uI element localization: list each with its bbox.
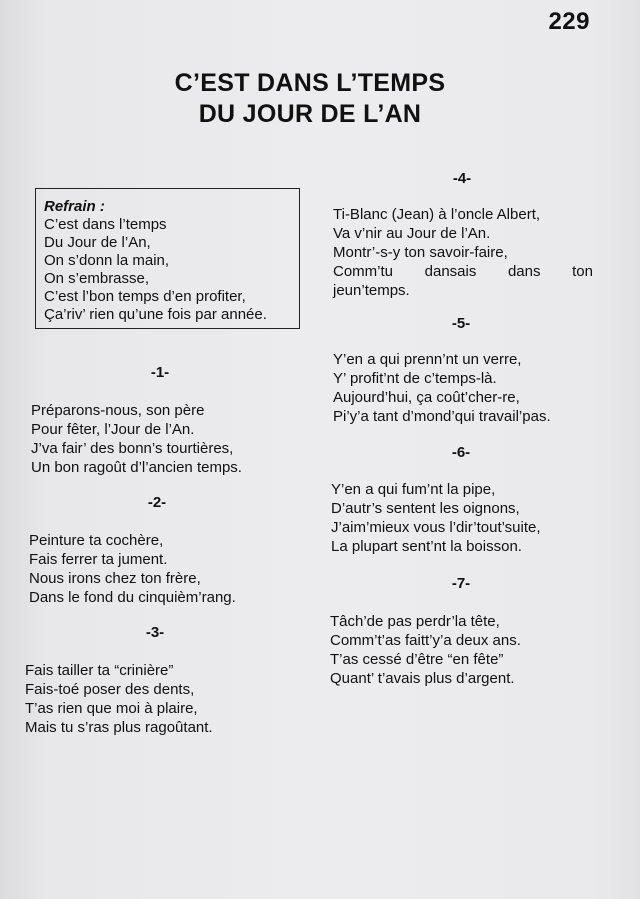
verse-5 [333,350,551,426]
verse-2 [29,531,236,607]
verse-7 [330,612,521,688]
refrain-box [35,188,300,329]
verse-1 [31,401,242,477]
verse-line: Y’en a qui prenn’nt un verre, [333,351,522,368]
verse-line: Pi’y’a tant d’mond’qui travail’pas. [333,408,551,425]
verse-line: Préparons-nous, son père [31,402,205,419]
verse-line: Mais tu s’ras plus ragoûtant. [25,719,213,736]
verse-line: Montr’-s-y ton savoir-faire, [333,244,508,261]
verse-line: T’as cessé d’être “en fête” [330,651,504,668]
verse-line: Pour fêter, l’Jour de l’An. [31,421,195,438]
verse-line: Peinture ta cochère, [29,532,164,549]
verse-line: La plupart sent’nt la boisson. [331,538,522,555]
refrain-line: Ça’riv’ rien qu’une fois par année. [44,306,267,323]
refrain-line: On s’donn la main, [44,252,170,269]
verse-number-1: -1- [150,364,170,381]
verse-line: Un bon ragoût d’l’ancien temps. [31,459,242,476]
refrain-line: C’est dans l’temps [44,216,167,233]
title-line-2: DU JOUR DE L’AN [198,100,422,128]
verse-4 [333,205,593,300]
verse-line: J’va fair’ des bonn’s tourtières, [31,440,234,457]
verse-number-3: -3- [145,624,165,641]
verse-line: Ti-Blanc (Jean) à l’oncle Albert, [333,206,541,223]
refrain-line: C’est l’bon temps d’en profiter, [44,288,246,305]
word: dansais [424,263,477,280]
verse-line: J’aim’mieux vous l’dir’tout’suite, [331,519,541,536]
verse-line: Fais tailler ta “crinière” [25,662,174,679]
verse-line: Y’en a qui fum’nt la pipe, [331,481,496,498]
word: ton [572,263,593,280]
verse-line: Aujourd’hui, ça coût’cher-re, [333,389,520,406]
page-number: 229 [548,8,590,35]
verse-line: Fais-toé poser des dents, [25,681,195,698]
refrain-line: On s’embrasse, [44,270,150,287]
title-line-1: C’EST DANS L’TEMPS [174,69,446,97]
verse-line: Fais ferrer ta jument. [29,551,168,568]
verse-number-2: -2- [147,494,167,511]
verse-line: Quant’ t’avais plus d’argent. [330,670,515,687]
verse-number-4: -4- [452,170,472,187]
verse-line: D’autr’s sentent les oignons, [331,500,520,517]
refrain-line: Du Jour de l’An, [44,234,151,251]
verse-3 [25,661,213,737]
song-title [100,68,520,130]
verse-line: jeun’temps. [333,282,410,299]
verse-line: Y’ profit’nt de c’temps-là. [333,370,497,387]
refrain-label: Refrain : [44,198,105,215]
verse-line: Tâch’de pas perdr’la tête, [330,613,500,630]
word: Comm’tu [333,263,394,280]
verse-line-justified [333,262,593,281]
verse-line: Dans le fond du cinquièm’rang. [29,589,236,606]
verse-number-5: -5- [451,315,471,332]
verse-number-6: -6- [451,444,471,461]
verse-6 [331,480,541,556]
verse-line: Va v’nir au Jour de l’An. [333,225,491,242]
verse-line: Comm’t’as faitt’y’a deux ans. [330,632,521,649]
word: dans [507,263,541,280]
verse-line: Nous irons chez ton frère, [29,570,201,587]
verse-line: T’as rien que moi à plaire, [25,700,198,717]
verse-number-7: -7- [451,575,471,592]
